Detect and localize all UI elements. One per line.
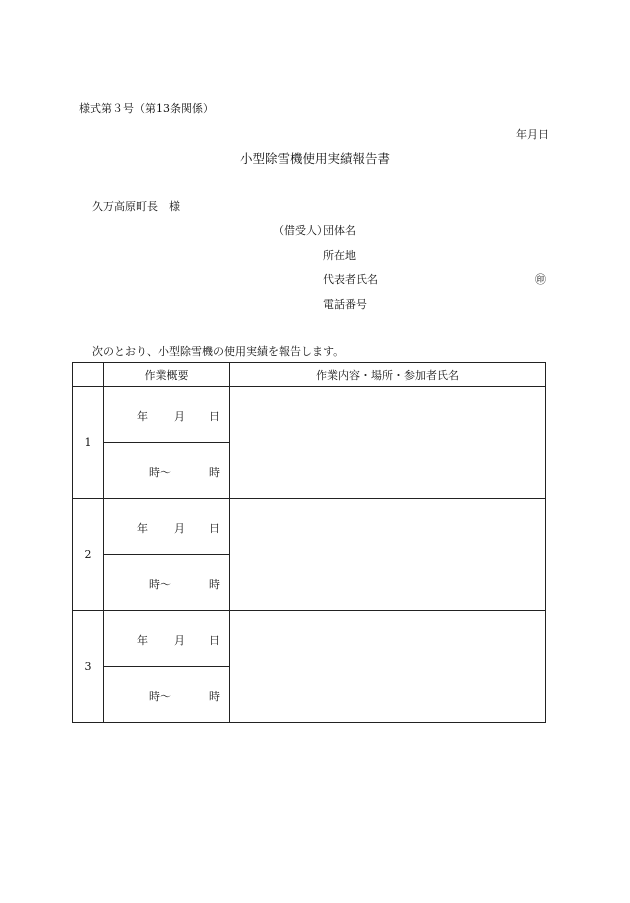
day-label: 日 [209,521,220,535]
date-cell[interactable] [104,387,230,443]
year-label: 年 [137,633,148,647]
details-cell[interactable] [230,611,546,723]
organization-label: 団体名 [323,224,356,237]
row-number: 2 [73,499,104,611]
date-line: 年月日 [516,128,549,141]
details-cell[interactable] [230,499,546,611]
header-summary: 作業概要 [104,363,230,387]
row-number: 3 [73,611,104,723]
address-label: 所在地 [323,249,356,262]
addressee: 久万高原町長 様 [92,200,180,213]
table-row [73,611,546,667]
year-label: 年 [137,521,148,535]
time-cell[interactable] [104,443,230,499]
form-number: 様式第３号（第13条関係） [79,102,214,115]
year-label: 年 [137,409,148,423]
time-from-label: 時〜 [149,689,171,703]
month-label: 月 [174,633,185,647]
seal-mark: ㊞ [535,273,546,286]
date-cell[interactable] [104,611,230,667]
report-table [72,362,546,723]
day-label: 日 [209,409,220,423]
day-label: 日 [209,633,220,647]
table-header-row [73,363,546,387]
time-to-label: 時 [209,465,220,479]
time-to-label: 時 [209,577,220,591]
time-from-label: 時〜 [149,577,171,591]
month-label: 月 [174,409,185,423]
intro-text: 次のとおり、小型除雪機の使用実績を報告します。 [92,345,345,358]
row-number: 1 [73,387,104,499]
representative-label: 代表者氏名 [323,273,378,286]
header-details: 作業内容・場所・参加者氏名 [230,363,546,387]
page-title: 小型除雪機使用実績報告書 [239,151,390,166]
time-cell[interactable] [104,667,230,723]
phone-label: 電話番号 [323,298,367,311]
month-label: 月 [174,521,185,535]
table-row [73,387,546,443]
table-row [73,499,546,555]
time-cell[interactable] [104,555,230,611]
header-number [73,363,104,387]
time-to-label: 時 [209,689,220,703]
details-cell[interactable] [230,387,546,499]
time-from-label: 時〜 [149,465,171,479]
borrower-label: （借受人） [273,224,328,237]
date-cell[interactable] [104,499,230,555]
